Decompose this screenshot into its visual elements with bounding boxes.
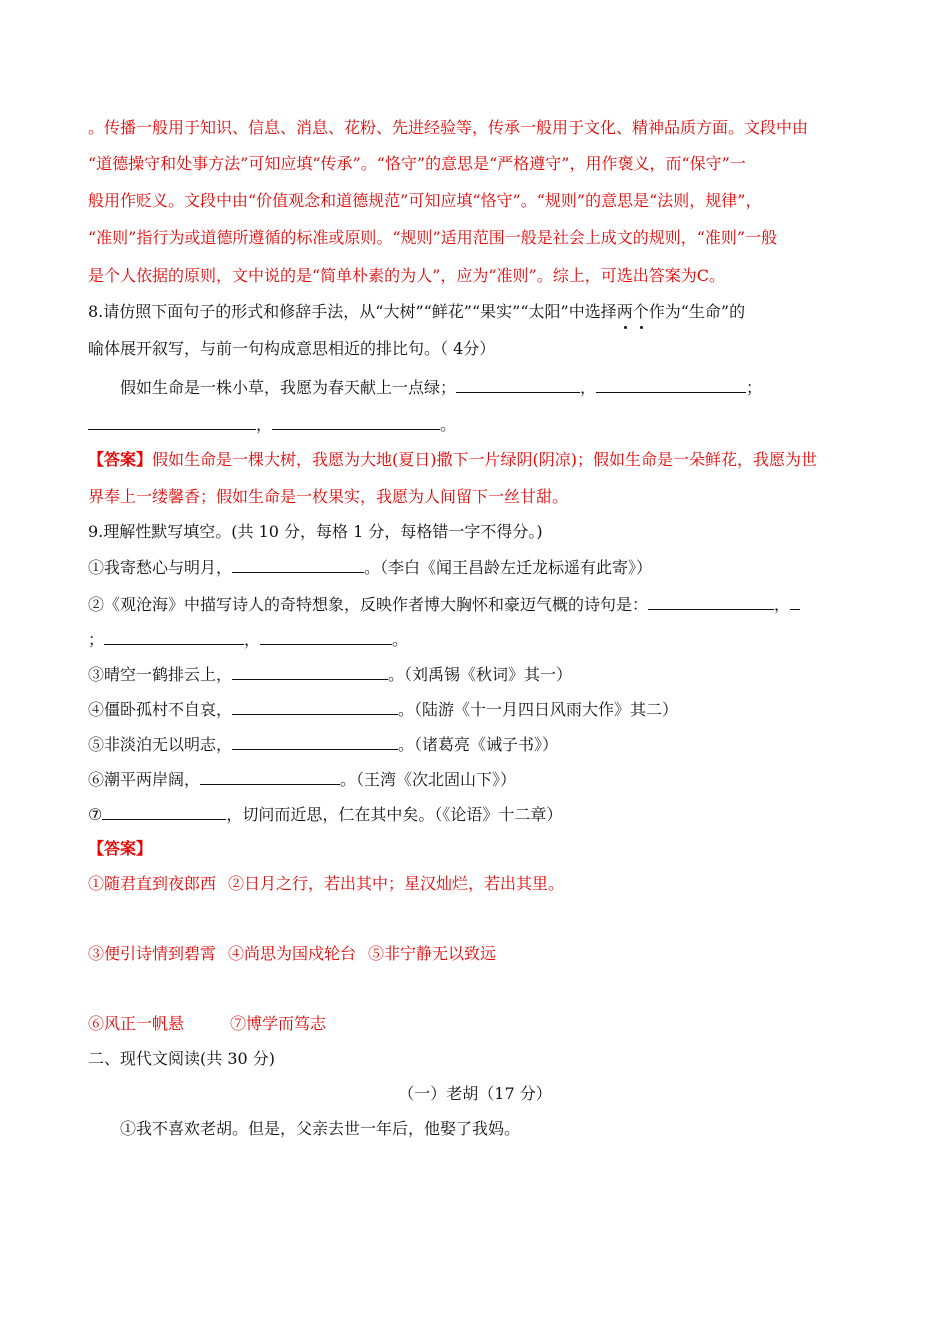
answer-blank[interactable] [456, 375, 580, 393]
answer-blank[interactable] [790, 592, 800, 610]
answer-blank[interactable] [232, 697, 398, 715]
q7-explanation-line-4: “准则”指行为或道德所遵循的标准或原则。“规则”适用范围一般是社会上成文的规则，“准则”一般 [88, 228, 778, 247]
answer-blank[interactable] [88, 412, 256, 430]
q9-item-6: ⑥潮平两岸阔， 。（王湾《次北固山下》） [88, 767, 868, 792]
q8-answer-line-2: 界奉上一缕馨香；假如生命是一枚果实，我愿为人间留下一丝甘甜。 [88, 487, 569, 506]
q8-prompt-line-2: 喻体展开叙写，与前一句构成意思相近的排比句。（ 4分） [88, 339, 496, 358]
answer-tag: 【答案】 [88, 450, 153, 469]
q9-answers-line-2: ③便引诗情到碧霄 ④尚思为国戍轮台 ⑤非宁静无以致远 [88, 944, 497, 963]
answer-blank[interactable] [272, 412, 440, 430]
q9-item-5: ⑤非淡泊无以明志， 。（诸葛亮《诫子书》） [88, 732, 868, 757]
q9-item-2-cont: ； ， 。 [88, 627, 868, 652]
emphasis-dot-char: 两 [617, 300, 633, 324]
q9-item-7: ⑦ ，切问而近思，仁在其中矣。（《论语》十二章） [88, 802, 868, 827]
q7-explanation-line-3: 般用作贬义。文段中由“价值观念和道德规范”可知应填“恪守”。“规则”的意思是“法则，规律”， [88, 191, 762, 210]
answer-blank[interactable] [200, 767, 340, 785]
q9-item-1: ①我寄愁心与明月， 。（李白《闻王昌龄左迁龙标遥有此寄》） [88, 555, 868, 580]
passage-title: （一）老胡（17 分） [398, 1084, 552, 1103]
answer-blank[interactable] [648, 592, 774, 610]
answer-blank[interactable] [104, 627, 244, 645]
answer-blank[interactable] [232, 732, 398, 750]
q9-title: 9.理解性默写填空。(共 10 分，每格 1 分，每格错一字不得分。) [88, 522, 543, 541]
answer-blank[interactable] [596, 375, 746, 393]
section-2-title: 二、现代文阅读(共 30 分) [88, 1049, 276, 1068]
q7-explanation-line-1: 。传播一般用于知识、信息、消息、花粉、先进经验等，传承一般用于文化、精神品质方面。文段中由 [88, 118, 809, 137]
answer-blank[interactable] [232, 662, 388, 680]
q7-explanation-line-2: “道德操守和处事方法”可知应填“传承”。“恪守”的意思是“严格遵守”，用作褒义，而“保守”一 [88, 154, 746, 173]
q9-item-4: ④僵卧孤村不自哀， 。（陆游《十一月四日风雨大作》其二） [88, 697, 868, 722]
q7-explanation-line-5: 是个人依据的原则，文中说的是“简单朴素的为人”，应为“准则”。综上，可选出答案为C。 [88, 266, 725, 285]
q9-answer-tag: 【答案】 [88, 839, 153, 858]
q8-prompt-line-1: 8.请仿照下面句子的形式和修辞手法，从“大树”“鲜花”“果实”“太阳”中选择两个作为“生命”的 [88, 300, 868, 324]
q8-blank-line: ， 。 [88, 412, 868, 437]
q9-answers-line-3: ⑥风正一帆悬 ⑦博学而笃志 [88, 1014, 327, 1033]
q9-answers-line-1: ①随君直到夜郎西 ②日月之行，若出其中；星汉灿烂，若出其里。 [88, 874, 565, 893]
emphasis-dot-char: 个 [633, 300, 649, 324]
answer-blank[interactable] [102, 802, 226, 820]
q9-item-3: ③晴空一鹤排云上， 。（刘禹锡《秋词》其一） [88, 662, 868, 687]
q9-item-2: ②《观沧海》中描写诗人的奇特想象，反映作者博大胸怀和豪迈气概的诗句是： ， [88, 592, 868, 617]
passage-paragraph-1: ①我不喜欢老胡。但是，父亲去世一年后，他娶了我妈。 [120, 1119, 521, 1138]
answer-blank[interactable] [232, 555, 364, 573]
q8-answer-line-1: 【答案】假如生命是一棵大树，我愿为大地(夏日)撒下一片绿阴(阴凉)；假如生命是一朵鲜花，我愿为世 [88, 450, 817, 469]
answer-blank[interactable] [260, 627, 392, 645]
q8-example-line: 假如生命是一株小草，我愿为春天献上一点绿； ， ； [120, 375, 900, 400]
